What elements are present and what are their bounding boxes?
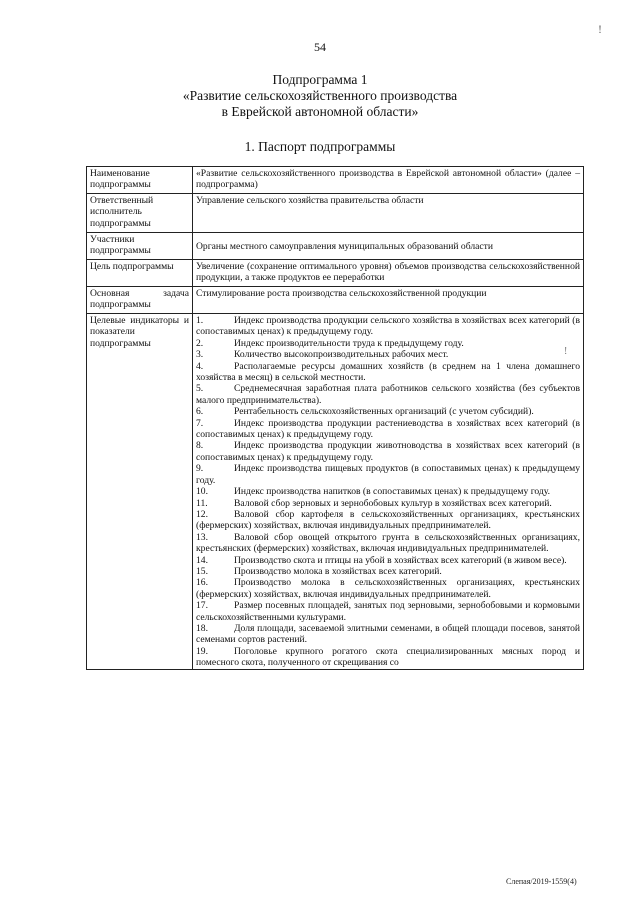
indicator-number: 18. — [196, 622, 208, 634]
indicator-text: Индекс производительности труда к предыдущему году. — [234, 337, 464, 349]
row-label: Цель подпрограммы — [87, 260, 193, 287]
indicator-text: Среднемесячная заработная плата работников сельского хозяйства (без субъектов малого предпринимательства). — [196, 383, 580, 406]
indicator-item — [196, 509, 580, 532]
indicator-item — [196, 566, 580, 577]
indicator-text: Валовой сбор овощей открытого грунта в сельскохозяйственных организациях, крестьянских (фермерских) хозяйствах, включая индивидуальных предпринимателей. — [196, 531, 580, 555]
passport-row — [87, 260, 584, 287]
indicator-number: 3. — [196, 349, 204, 361]
indicator-item — [196, 338, 580, 349]
indicator-item — [196, 440, 580, 463]
passport-row — [87, 233, 584, 260]
row-value: Органы местного самоуправления муниципальных образований области — [193, 233, 584, 260]
indicator-item — [196, 623, 580, 646]
indicator-number: 4. — [196, 360, 204, 372]
passport-row — [87, 287, 584, 314]
row-label: Основная задача подпрограммы — [87, 287, 193, 314]
indicator-text: Индекс производства продукции животноводства в хозяйствах всех категорий (в сопоставимых ценах) к предыдущему году. — [196, 440, 580, 463]
indicator-text: Индекс производства продукции сельского хозяйства в хозяйствах всех категорий (в сопоставимых ценах) к предыдущему году. — [196, 315, 580, 338]
indicator-number: 19. — [196, 645, 208, 657]
indicator-number: 5. — [196, 383, 204, 395]
indicator-text: Доля площади, засеваемой элитными семенами, в общей площади посевов, занятой семенами сортов растений. — [196, 622, 580, 646]
indicator-item — [196, 577, 580, 600]
row-value: Увеличение (сохранение оптимального уровня) объемов производства сельскохозяйственной продукции, а также продуктов ее переработки — [193, 260, 584, 287]
indicator-item — [196, 555, 580, 566]
indicator-text: Рентабельность сельскохозяйственных организаций (с учетом субсидий). — [234, 406, 534, 418]
indicator-number: 16. — [196, 577, 208, 589]
indicator-number: 11. — [196, 497, 208, 509]
indicator-text: Валовой сбор зерновых и зернобобовых культур в хозяйствах всех категорий. — [234, 497, 552, 509]
indicator-text: Производство молока в сельскохозяйственных организациях, крестьянских (фермерских) хозяйствах, включая индивидуальных предпринимателей. — [196, 577, 580, 600]
page-number: 54 — [314, 40, 326, 54]
indicator-number: 12. — [196, 508, 208, 520]
indicator-item — [196, 361, 580, 384]
indicator-number: 2. — [196, 337, 204, 349]
row-value: «Развитие сельскохозяйственного производства в Еврейской автономной области» (далее – подпрограмма) — [193, 167, 584, 194]
indicator-number: 1. — [196, 315, 204, 326]
indicator-item — [196, 498, 580, 509]
passport-row — [87, 194, 584, 233]
indicator-item — [196, 349, 580, 360]
indicator-item — [196, 315, 580, 338]
passport-row — [87, 167, 584, 194]
indicator-item — [196, 383, 580, 406]
indicator-number: 15. — [196, 565, 208, 577]
indicator-item — [196, 486, 580, 497]
indicator-item — [196, 600, 580, 623]
indicator-item — [196, 418, 580, 441]
row-label: Наименование подпрограммы — [87, 167, 193, 194]
row-value: Стимулирование роста производства сельскохозяйственной продукции — [193, 287, 584, 314]
indicator-text: Располагаемые ресурсы домашних хозяйств (в среднем на 1 члена домашнего хозяйства в месяц) в сельской местности. — [196, 360, 580, 384]
row-label: Целевые индикаторы и показатели подпрограммы — [87, 314, 193, 670]
indicator-text: Размер посевных площадей, занятых под зерновыми, зернобобовыми и кормовыми сельскохозяйственными культурами. — [196, 600, 580, 623]
indicator-text: Производство молока в хозяйствах всех категорий. — [234, 565, 442, 577]
indicator-number: 8. — [196, 440, 204, 452]
scan-edge-mark: ! — [598, 22, 602, 36]
passport-row-indicators — [87, 314, 584, 670]
indicator-text: Производство скота и птицы на убой в хозяйствах всех категорий (в живом весе). — [234, 554, 567, 566]
indicator-number: 7. — [196, 417, 204, 429]
passport-table — [86, 166, 584, 670]
indicator-item — [196, 532, 580, 555]
scan-stray-mark: ! — [564, 346, 568, 357]
indicator-item — [196, 646, 580, 669]
row-label: Ответственный исполнитель подпрограммы — [87, 194, 193, 233]
indicator-text: Индекс производства продукции растениеводства в хозяйствах всех категорий (в сопоставимых ценах) к предыдущему году. — [196, 417, 580, 441]
indicators-list — [193, 314, 584, 670]
indicator-number: 17. — [196, 600, 208, 612]
indicator-number: 10. — [196, 486, 208, 498]
indicator-number: 13. — [196, 531, 208, 543]
indicator-text: Индекс производства пищевых продуктов (в сопоставимых ценах) к предыдущему году. — [196, 463, 580, 486]
row-label: Участники подпрограммы — [87, 233, 193, 260]
indicator-text: Индекс производства напитков (в сопоставимых ценах) к предыдущему году. — [234, 486, 551, 498]
section-heading: 1. Паспорт подпрограммы — [244, 139, 396, 154]
indicator-text: Количество высокопроизводительных рабочих мест. — [234, 349, 449, 361]
subprogram-title — [0, 72, 640, 120]
title-line: Подпрограмма 1 — [272, 72, 368, 87]
indicator-number: 6. — [196, 406, 204, 418]
title-line: «Развитие сельскохозяйственного производства — [182, 88, 458, 103]
title-line: в Еврейской автономной области» — [221, 104, 419, 119]
document-code: Слепая/2019-1559(4) — [506, 877, 577, 886]
indicator-item — [196, 406, 580, 417]
indicator-text: Валовой сбор картофеля в сельскохозяйственных организациях, крестьянских (фермерских) хозяйствах, включая индивидуальных предпринимателей. — [196, 508, 580, 532]
indicator-number: 14. — [196, 554, 208, 566]
indicator-item — [196, 463, 580, 486]
indicator-text: Поголовье крупного рогатого скота специализированных мясных пород и помесного скота, полученного от скрещивания со — [196, 645, 580, 669]
row-value: Управление сельского хозяйства правительства области — [193, 194, 584, 233]
indicator-number: 9. — [196, 463, 204, 475]
